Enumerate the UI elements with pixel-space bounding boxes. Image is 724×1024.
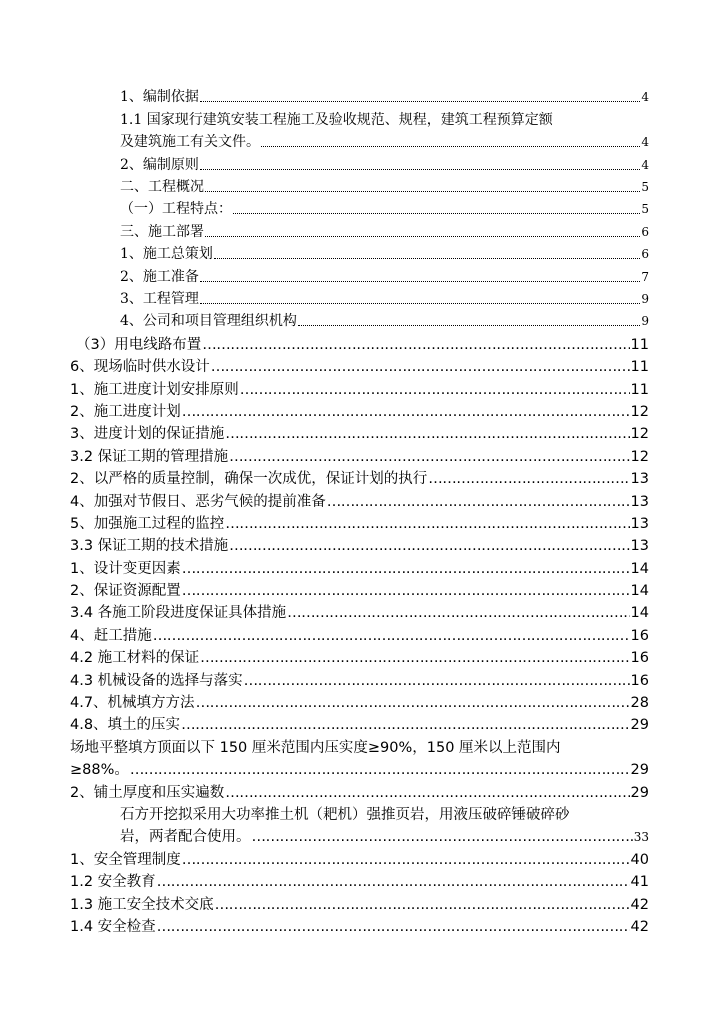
toc-entry-label: 岩，两者配合使用。	[120, 829, 251, 845]
toc-entry-label: 2、施工准备	[120, 269, 199, 285]
toc-entry-label: 4、加强对节假日、恶劣气候的提前准备	[70, 494, 326, 510]
toc-leader-dots	[202, 336, 629, 354]
toc-entry[interactable]	[70, 537, 649, 555]
toc-entry-label: 1、施工总策划	[120, 246, 213, 262]
toc-entry-label: 3、进度计划的保证措施	[70, 426, 225, 442]
toc-leader-dots	[196, 694, 630, 712]
toc-entry-label: 4、赶工措施	[70, 628, 152, 644]
toc-entry-label: 6、现场临时供水设计	[70, 359, 210, 375]
toc-leader-dots	[182, 582, 630, 600]
toc-leader-dots	[225, 784, 629, 802]
toc-leader-dots	[244, 672, 630, 690]
toc-leader-dots	[182, 403, 630, 421]
toc-entry[interactable]	[70, 784, 649, 802]
toc-entry-label: （3）用电线路布置	[76, 337, 202, 353]
toc-entry-page: 41	[630, 874, 649, 890]
toc-entry[interactable]	[70, 873, 649, 891]
toc-leader-dots	[233, 200, 640, 218]
toc-entry[interactable]	[70, 896, 649, 914]
toc-leader-dots	[327, 493, 630, 511]
toc-leader-dots	[153, 627, 630, 645]
toc-entry[interactable]	[120, 200, 649, 218]
toc-entry-label: 三、施工部署	[120, 224, 204, 240]
toc-entry[interactable]	[120, 312, 649, 330]
toc-entry[interactable]	[120, 88, 649, 106]
toc-leader-dots	[181, 716, 629, 734]
toc-leader-dots	[157, 918, 630, 936]
toc-leader-dots	[200, 290, 640, 308]
toc-entry-page: 12	[630, 426, 649, 442]
toc-entry-multiline-first[interactable]: 场地平整填方顶面以下 150 厘米范围内压实度≥90%，150 厘米以上范围内	[70, 740, 561, 756]
toc-entry-page: 33	[633, 830, 649, 844]
toc-entry-page: 6	[641, 225, 649, 239]
toc-entry-label: 5、加强施工过程的监控	[70, 516, 225, 532]
toc-leader-dots	[200, 268, 640, 286]
toc-leader-dots	[261, 133, 640, 151]
toc-leader-dots	[252, 828, 633, 846]
toc-entry-label: 4.2 施工材料的保证	[70, 650, 200, 666]
toc-entry-page: 42	[630, 919, 649, 935]
toc-entry[interactable]	[120, 290, 649, 308]
toc-entry-page: 29	[630, 762, 649, 778]
toc-entry[interactable]	[70, 582, 649, 600]
toc-entry[interactable]	[70, 851, 649, 869]
toc-entry[interactable]	[120, 178, 649, 196]
toc-leader-dots	[287, 604, 629, 622]
toc-entry-label: ≥88%。	[70, 762, 129, 778]
toc-entry[interactable]	[120, 245, 649, 263]
toc-entry-page: 13	[630, 494, 649, 510]
toc-entry[interactable]	[70, 381, 649, 399]
toc-entry-label: （一）工程特点：	[120, 201, 232, 217]
toc-entry-page: 14	[630, 561, 649, 577]
toc-entry-page: 12	[630, 449, 649, 465]
toc-entry-label: 1、设计变更因素	[70, 561, 181, 577]
toc-entry[interactable]	[120, 828, 649, 846]
toc-leader-dots	[182, 560, 630, 578]
toc-entry[interactable]	[70, 672, 649, 690]
toc-entry-page: 11	[630, 359, 649, 375]
toc-leader-dots	[225, 425, 629, 443]
toc-entry[interactable]	[70, 761, 649, 779]
toc-entry-page: 4	[641, 135, 649, 149]
toc-entry[interactable]	[70, 470, 649, 488]
toc-entry-multiline-first[interactable]: 石方开挖拟采用大功率推土机（耙机）强推页岩，用液压破碎锤破碎砂	[120, 807, 570, 823]
toc-entry[interactable]	[120, 133, 649, 151]
toc-leader-dots	[240, 381, 630, 399]
toc-entry-page: 42	[630, 897, 649, 913]
toc-entry-multiline-first[interactable]: 1.1 国家现行建筑安装工程施工及验收规范、规程，建筑工程预算定额	[120, 112, 553, 128]
toc-entry-label: 4.7、机械填方方法	[70, 695, 195, 711]
toc-entry-label: 3、工程管理	[120, 291, 199, 307]
toc-entry-label: 4.3 机械设备的选择与落实	[70, 673, 243, 689]
toc-leader-dots	[205, 223, 640, 241]
toc-entry-page: 7	[641, 270, 649, 284]
toc-entry-page: 9	[641, 292, 649, 306]
toc-entry[interactable]	[70, 649, 649, 667]
toc-entry-label: 二、工程概况	[120, 179, 204, 195]
toc-entry-page: 29	[630, 717, 649, 733]
toc-entry-label: 1.3 施工安全技术交底	[70, 897, 214, 913]
toc-leader-dots	[229, 537, 629, 555]
toc-entry[interactable]	[70, 515, 649, 533]
toc-entry-page: 16	[630, 628, 649, 644]
toc-entry[interactable]	[120, 268, 649, 286]
toc-entry[interactable]	[70, 358, 649, 376]
toc-entry-page: 16	[630, 673, 649, 689]
toc-entry-page: 14	[630, 605, 649, 621]
toc-entry[interactable]	[70, 560, 649, 578]
toc-entry[interactable]	[70, 604, 649, 622]
toc-entry-page: 4	[641, 90, 649, 104]
toc-entry-label: 1、编制依据	[120, 89, 199, 105]
toc-entry-page: 13	[630, 538, 649, 554]
toc-entry[interactable]	[76, 336, 649, 354]
toc-entry-page: 11	[630, 337, 649, 353]
toc-entry-label: 3.4 各施工阶段进度保证具体措施	[70, 605, 287, 621]
toc-leader-dots	[205, 178, 640, 196]
toc-entry-label: 2、以严格的质量控制，确保一次成优，保证计划的执行	[70, 471, 428, 487]
toc-entry[interactable]	[70, 627, 649, 645]
toc-entry-page: 11	[630, 382, 649, 398]
toc-entry-page: 14	[630, 583, 649, 599]
toc-entry-label: 2、保证资源配置	[70, 583, 181, 599]
toc-leader-dots	[229, 448, 629, 466]
toc-entry-label: 3.2 保证工期的管理措施	[70, 449, 229, 465]
toc-entry-label: 及建筑施工有关文件。	[120, 134, 260, 150]
toc-leader-dots	[211, 358, 630, 376]
toc-entry-label: 1、安全管理制度	[70, 852, 181, 868]
toc-leader-dots	[428, 470, 629, 488]
toc-entry-page: 5	[641, 202, 649, 216]
toc-leader-dots	[157, 873, 630, 891]
toc-entry-page: 5	[641, 180, 649, 194]
toc-entry[interactable]	[70, 493, 649, 511]
toc-entry-page: 13	[630, 471, 649, 487]
toc-entry-label: 2、施工进度计划	[70, 404, 181, 420]
toc-entry-label: 2、铺土厚度和压实遍数	[70, 785, 225, 801]
toc-entry-page: 12	[630, 404, 649, 420]
toc-leader-dots	[298, 312, 640, 330]
toc-leader-dots	[130, 761, 630, 779]
toc-entry[interactable]	[70, 403, 649, 421]
toc-entry-label: 1、施工进度计划安排原则	[70, 382, 239, 398]
toc-entry-page: 9	[641, 314, 649, 328]
toc-entry-label: 3.3 保证工期的技术措施	[70, 538, 229, 554]
toc-entry[interactable]	[120, 223, 649, 241]
toc-leader-dots	[200, 156, 640, 174]
toc-entry-page: 28	[630, 695, 649, 711]
toc-entry-label: 1.4 安全检查	[70, 919, 156, 935]
toc-entry-page: 40	[630, 852, 649, 868]
toc-entry[interactable]	[70, 694, 649, 712]
toc-leader-dots	[200, 88, 640, 106]
toc-entry[interactable]	[70, 448, 649, 466]
toc-leader-dots	[200, 649, 629, 667]
toc-entry-page: 29	[630, 785, 649, 801]
toc-entry-label: 4.8、填土的压实	[70, 717, 181, 733]
toc-leader-dots	[225, 515, 629, 533]
toc-entry[interactable]	[70, 425, 649, 443]
toc-entry-label: 2、编制原则	[120, 157, 199, 173]
toc-leader-dots	[182, 851, 630, 869]
toc-entry[interactable]	[120, 156, 649, 174]
toc-entry-label: 1.2 安全教育	[70, 874, 156, 890]
toc-entry[interactable]	[70, 918, 649, 936]
toc-entry-label: 4、公司和项目管理组织机构	[120, 313, 297, 329]
toc-entry-page: 4	[641, 158, 649, 172]
toc-entry-page: 13	[630, 516, 649, 532]
toc-entry[interactable]	[70, 716, 649, 734]
toc-entry-page: 6	[641, 247, 649, 261]
toc-leader-dots	[215, 896, 630, 914]
toc-entry-page: 16	[630, 650, 649, 666]
toc-leader-dots	[214, 245, 640, 263]
